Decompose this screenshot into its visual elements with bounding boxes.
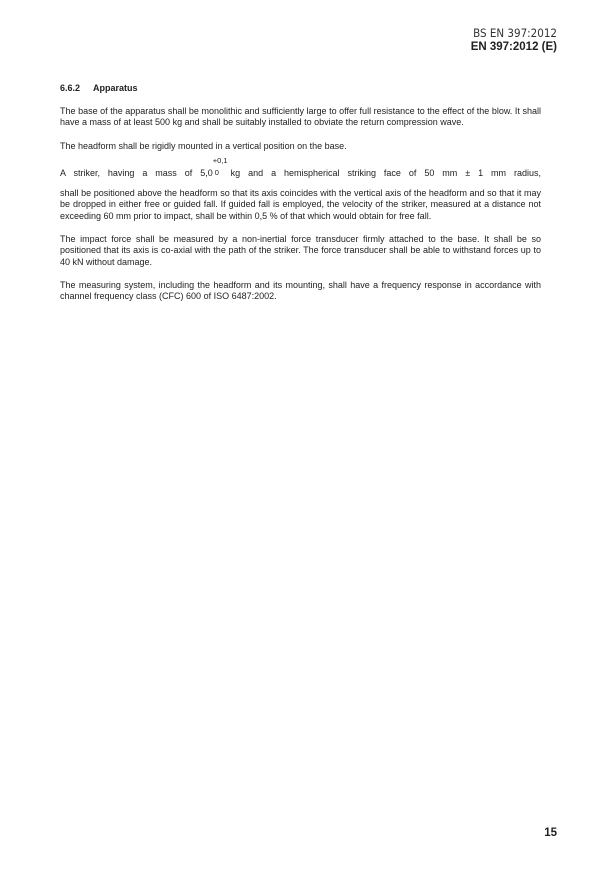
mass-tolerance xyxy=(212,155,228,177)
paragraph-striker-first-line xyxy=(60,155,541,179)
paragraph-headform: The headform shall be rigidly mounted in a vertical position on the base. xyxy=(60,140,347,151)
tolerance-lower: 0 xyxy=(214,167,219,177)
section-title: Apparatus xyxy=(93,83,138,93)
paragraph-measuring-system: The measuring system, including the headform and its mounting, shall have a frequency response in accordance with channel frequency class (CFC) 600 of ISO 6487:2002. xyxy=(60,279,541,302)
striker-text-after: kg and a hemispherical striking face of 50 mm ± 1 mm radius, xyxy=(222,167,541,178)
paragraph-base: The base of the apparatus shall be monolithic and sufficiently large to offer full resistance to the effect of the blow. It shall have a mass of at least 500 kg and shall be suitably installed to obviate the return compression wave. xyxy=(60,106,541,128)
paragraph-striker-rest: shall be positioned above the headform so that its axis coincides with the vertical axis of the headform and so that it may be dropped in either free or guided fall. If guided fall is employed, the velocity of the striker, measured at a distance not exceeding 60 mm prior to impact, shall be within 0,5 % of that which would obtain for free fall. xyxy=(60,188,541,221)
en-standard-code: EN 397:2012 (E) xyxy=(470,41,557,53)
striker-text-before: A striker, having a mass of 5,0 xyxy=(60,167,213,178)
paragraph-impact-force: The impact force shall be measured by a non-inertial force transducer firmly attached to the base. It shall be so positioned that its axis is co-axial with the path of the striker. The force transducer shall be able to withstand forces up to 40 kN without damage. xyxy=(60,234,541,267)
bs-standard-code: BS EN 397:2012 xyxy=(473,26,557,40)
page-header xyxy=(471,27,557,54)
section-heading xyxy=(60,83,541,94)
document-body xyxy=(60,83,541,315)
page-number: 15 xyxy=(544,827,557,839)
tolerance-upper: +0,1 xyxy=(212,155,228,165)
section-number: 6.6.2 xyxy=(60,83,81,93)
